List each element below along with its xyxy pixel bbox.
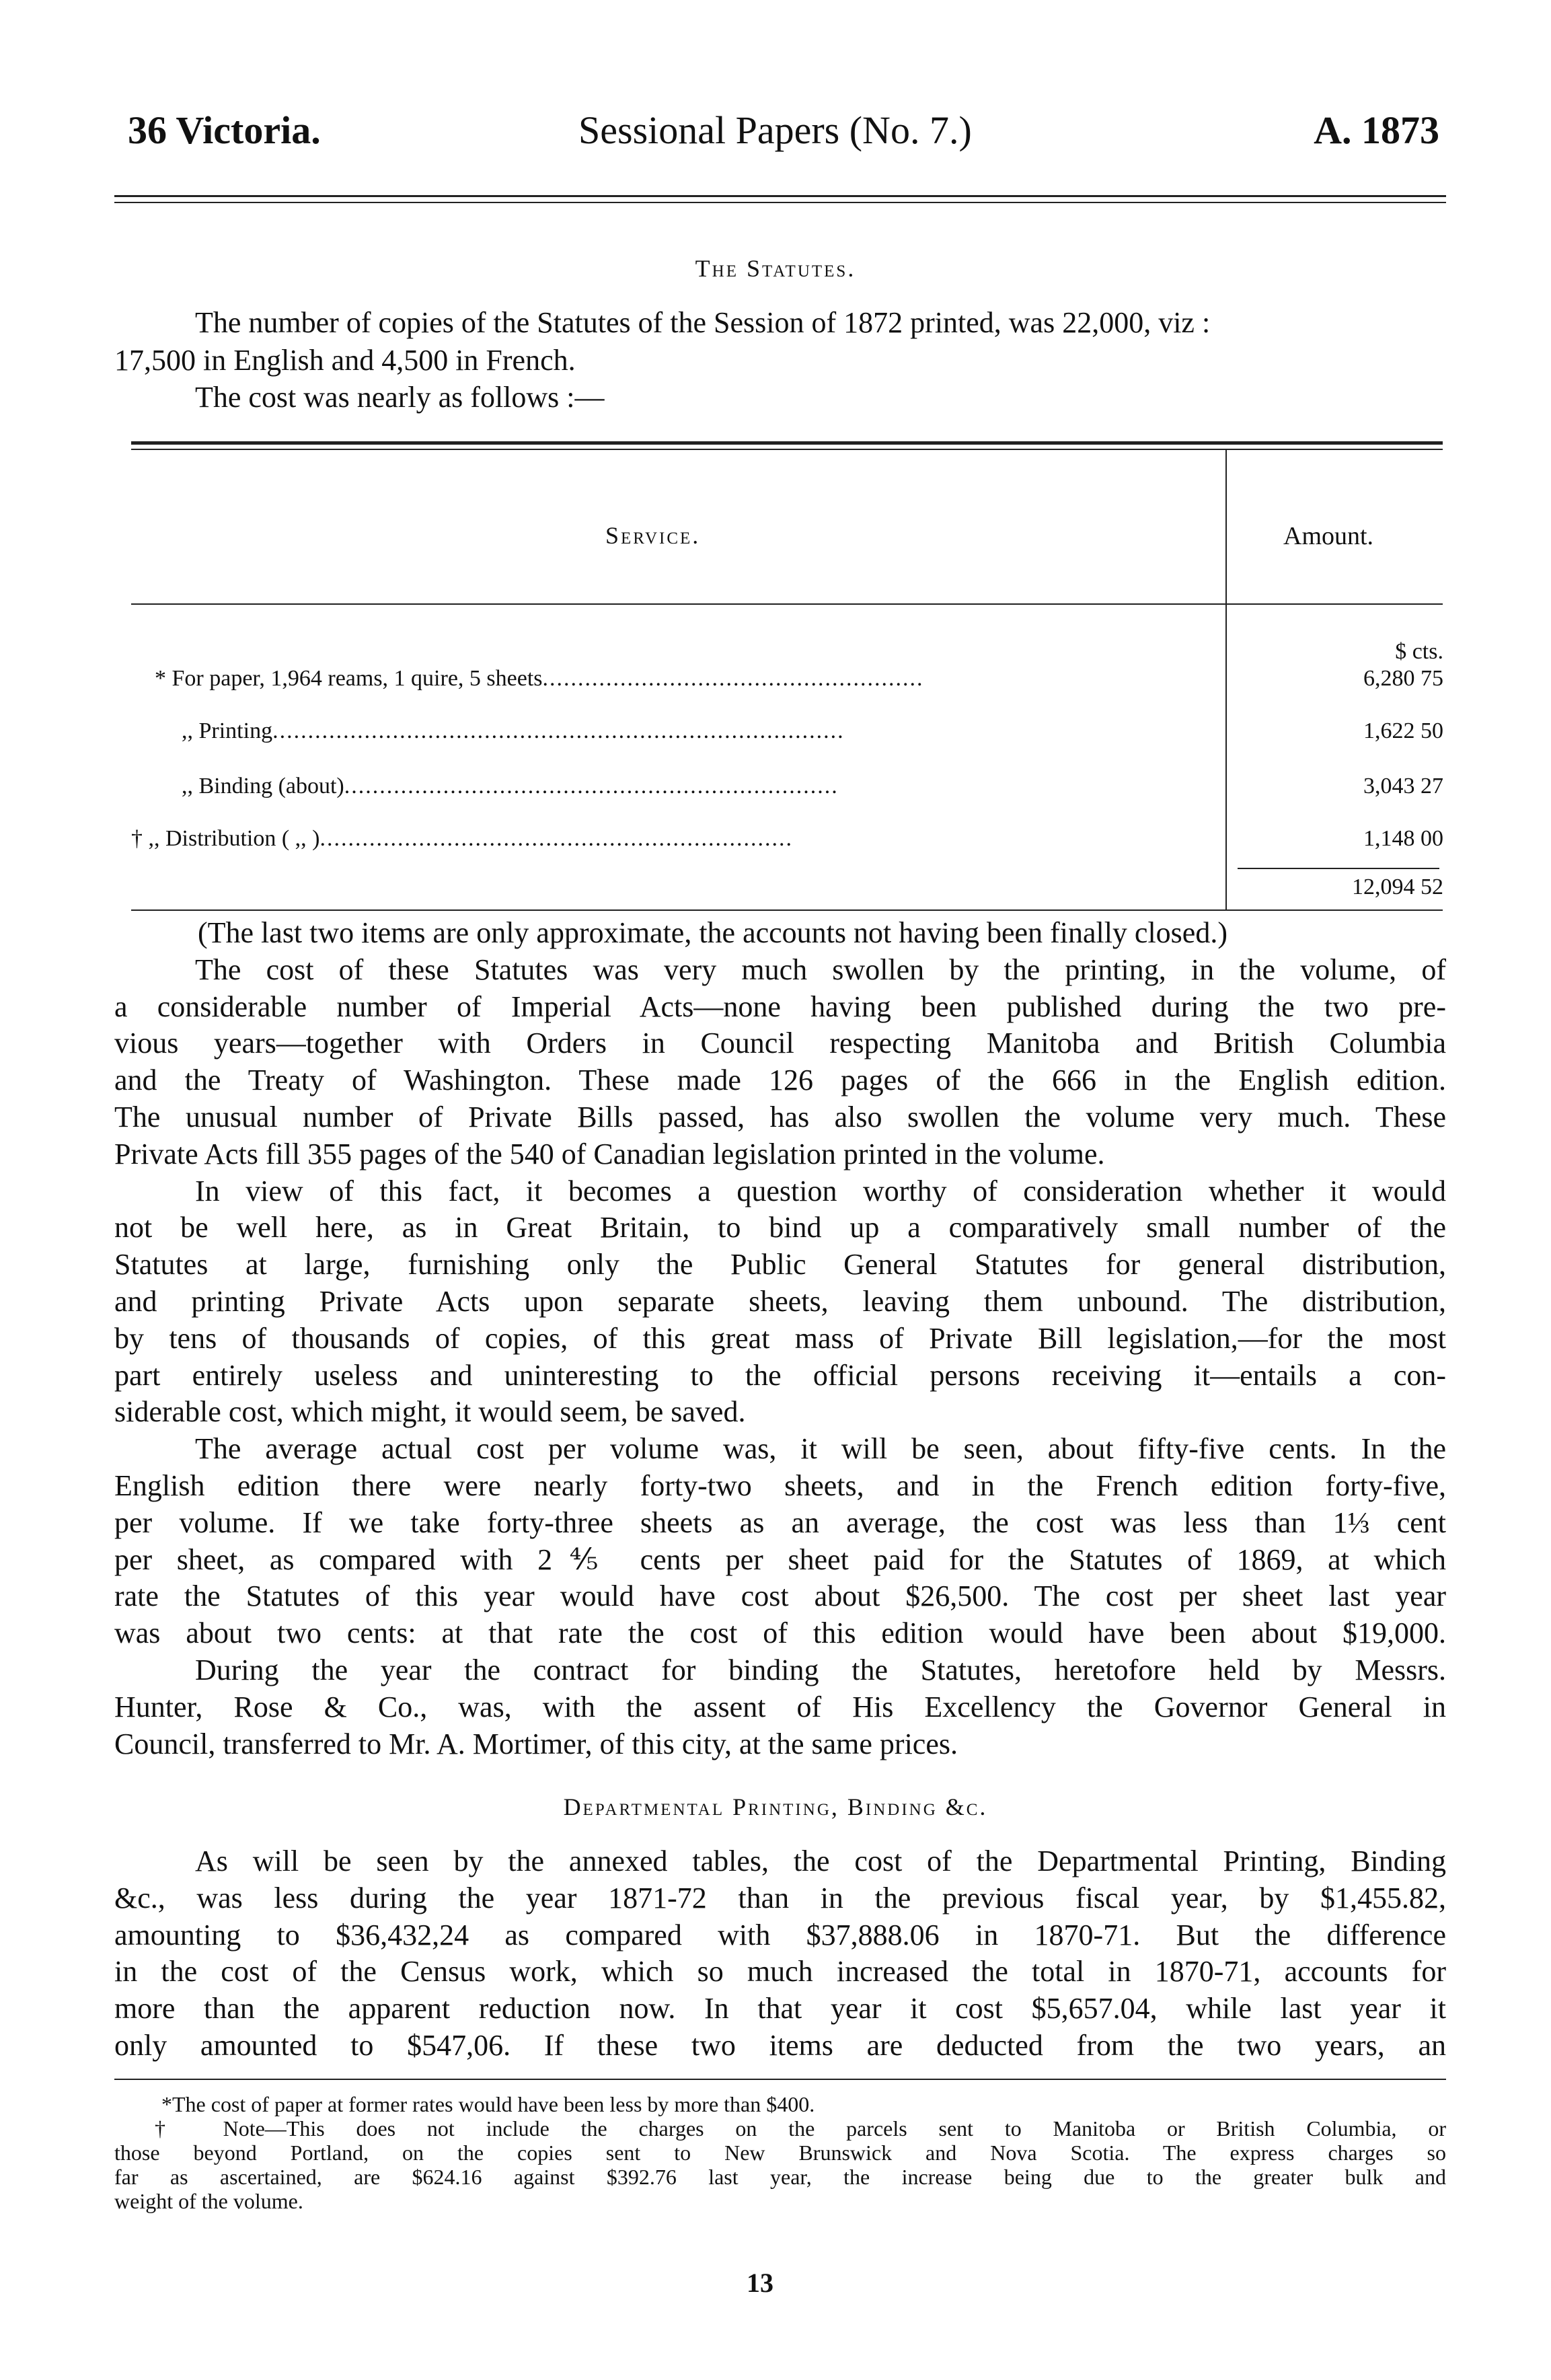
body-line: vious years—together with Orders in Council respecting Manitoba and British Columbia — [114, 1027, 1446, 1060]
body-line: (The last two items are only approximate, the accounts not having been finally closed.) — [198, 916, 1227, 949]
header-year: A. 1873 — [1314, 108, 1439, 152]
table-rule-bottom — [131, 909, 1443, 911]
table-rule-top — [131, 441, 1443, 445]
table-header-amount: Amount. — [1283, 522, 1374, 550]
table-header-rule — [131, 603, 1443, 605]
header-regnal-year: 36 Victoria. — [128, 108, 321, 152]
row-label-paper: * For paper, 1,964 reams, 1 quire, 5 sheets — [155, 666, 543, 691]
row-label-distribution: † ,, Distribution ( ,, ) — [131, 826, 320, 851]
amount-total: 12,094 52 — [1352, 875, 1443, 899]
running-header — [114, 108, 1446, 161]
body-line: English edition there were nearly forty-two sheets, and in the French edition forty-five, — [114, 1468, 1446, 1502]
body-line: siderable cost, which might, it would seem, be saved. — [114, 1395, 746, 1429]
total-rule — [1238, 868, 1439, 869]
body-line: by tens of thousands of copies, of this great mass of Private Bill legislation,—for the most — [114, 1321, 1446, 1355]
body-line: a considerable number of Imperial Acts—none having been published during the two pre- — [114, 990, 1446, 1023]
statutes-heading: The Statutes. — [695, 255, 856, 282]
body-line: not be well here, as in Great Britain, to bind up a comparatively small number of the — [114, 1211, 1446, 1244]
table-column-divider — [1225, 450, 1227, 911]
body-line: was about two cents: at that rate the cost of this edition would have been about $19,000. — [114, 1616, 1446, 1650]
body-line: As will be seen by the annexed tables, the cost of the Departmental Printing, Binding — [195, 1845, 1446, 1877]
footnote-rule — [114, 2079, 1446, 2080]
intro-line-1: The number of copies of the Statutes of the Session of 1872 printed, was 22,000, viz : — [195, 306, 1211, 339]
amount-printing: 1,622 50 — [1363, 718, 1443, 743]
statutes-intro-cont — [114, 342, 1359, 379]
intro-line-3: The cost was nearly as follows :— — [195, 381, 605, 414]
body-line: and the Treaty of Washington. These made 126 pages of the 666 in the English edition. — [114, 1064, 1446, 1097]
footnote-note-line: far as ascertained, are $624.16 against $392.76 last year, the increase being due to the greater bulk and — [114, 2165, 1446, 2189]
amount-paper: 6,280 75 — [1363, 666, 1443, 691]
amount-binding: 3,043 27 — [1363, 774, 1443, 798]
footnote-note-line: weight of the volume. — [114, 2189, 303, 2213]
body-line: Hunter, Rose & Co., was, with the assent of His Excellency the Governor General in — [114, 1690, 1446, 1723]
departmental-heading: Departmental Printing, Binding &c. — [563, 1793, 988, 1820]
page-number: 13 — [747, 2268, 773, 2298]
table-row-paper: * For paper, 1,964 reams, 1 quire, 5 sheets...................................................... — [155, 666, 924, 691]
table-row-distribution: † ,, Distribution ( ,, )................................................................... — [131, 826, 793, 851]
table-row-binding: ,, Binding (about)...................................................................... — [182, 774, 839, 798]
body-line: part entirely useless and uninteresting to the official persons receiving it—entails a con- — [114, 1358, 1446, 1392]
statutes-body — [114, 915, 1446, 1762]
statutes-intro-cost — [195, 379, 1439, 416]
table-row-printing: ,, Printing................................................................................. — [182, 718, 845, 743]
body-line: per volume. If we take forty-three sheets as an average, the cost was less than 1⅓ cent — [114, 1505, 1446, 1539]
header-title: Sessional Papers (No. 7.) — [578, 108, 972, 152]
body-line: In view of this fact, it becomes a question worthy of consideration whether it would — [195, 1174, 1446, 1207]
body-line: more than the apparent reduction now. In that year it cost $5,657.04, while last year it — [114, 1992, 1446, 2025]
body-line: only amounted to $547,06. If these two items are deducted from the two years, an — [114, 2028, 1446, 2062]
body-line: During the year the contract for binding the Statutes, heretofore held by Messrs. — [195, 1653, 1446, 1686]
row-label-printing: ,, Printing — [182, 718, 273, 743]
footnote-note-line: those beyond Portland, on the copies sent to New Brunswick and Nova Scotia. The express charges so — [114, 2141, 1446, 2165]
row-label-binding: ,, Binding (about) — [182, 774, 344, 798]
body-line: and printing Private Acts upon separate sheets, leaving them unbound. The distribution, — [114, 1284, 1446, 1318]
body-line: Statutes at large, furnishing only the Public General Statutes for general distribution, — [114, 1248, 1446, 1281]
body-line: Private Acts fill 355 pages of the 540 of Canadian legislation printed in the volume. — [114, 1137, 1105, 1170]
footnote-note-line: † Note—This does not include the charges on the parcels sent to Manitoba or British Columbia, or — [155, 2116, 1446, 2141]
body-line: per sheet, as compared with 2⅘ cents per sheet paid for the Statutes of 1869, at which — [114, 1542, 1446, 1576]
footnote-paper: *The cost of paper at former rates would have been less by more than $400. — [161, 2092, 815, 2116]
statutes-intro — [195, 304, 1439, 342]
body-line: rate the Statutes of this year would have cost about $26,500. The cost per sheet last year — [114, 1579, 1446, 1613]
body-line: The unusual number of Private Bills passed, has also swollen the volume very much. These — [114, 1100, 1446, 1133]
header-rule-top — [114, 195, 1446, 197]
body-line: The average actual cost per volume was, it will be seen, about fifty-five cents. In the — [195, 1432, 1446, 1466]
table-header-service: Service. — [605, 522, 701, 549]
body-line: Council, transferred to Mr. A. Mortimer, of this city, at the same prices. — [114, 1727, 958, 1760]
table-rule-top-thin — [131, 449, 1443, 450]
body-line: &c., was less during the year 1871-72 than in the previous fiscal year, by $1,455.82, — [114, 1881, 1446, 1914]
body-line: The cost of these Statutes was very much swollen by the printing, in the volume, of — [195, 953, 1446, 986]
intro-line-2: 17,500 in English and 4,500 in French. — [114, 344, 576, 377]
body-line: amounting to $36,432,24 as compared with $37,888.06 in 1870-71. But the difference — [114, 1918, 1446, 1951]
departmental-body — [114, 1843, 1446, 2065]
header-rule-bottom — [114, 202, 1446, 203]
footnotes — [114, 2092, 1446, 2213]
amount-units: $ cts. — [1395, 639, 1443, 664]
body-line: in the cost of the Census work, which so much increased the total in 1870-71, accounts for — [114, 1955, 1446, 1988]
amount-distribution: 1,148 00 — [1363, 826, 1443, 851]
